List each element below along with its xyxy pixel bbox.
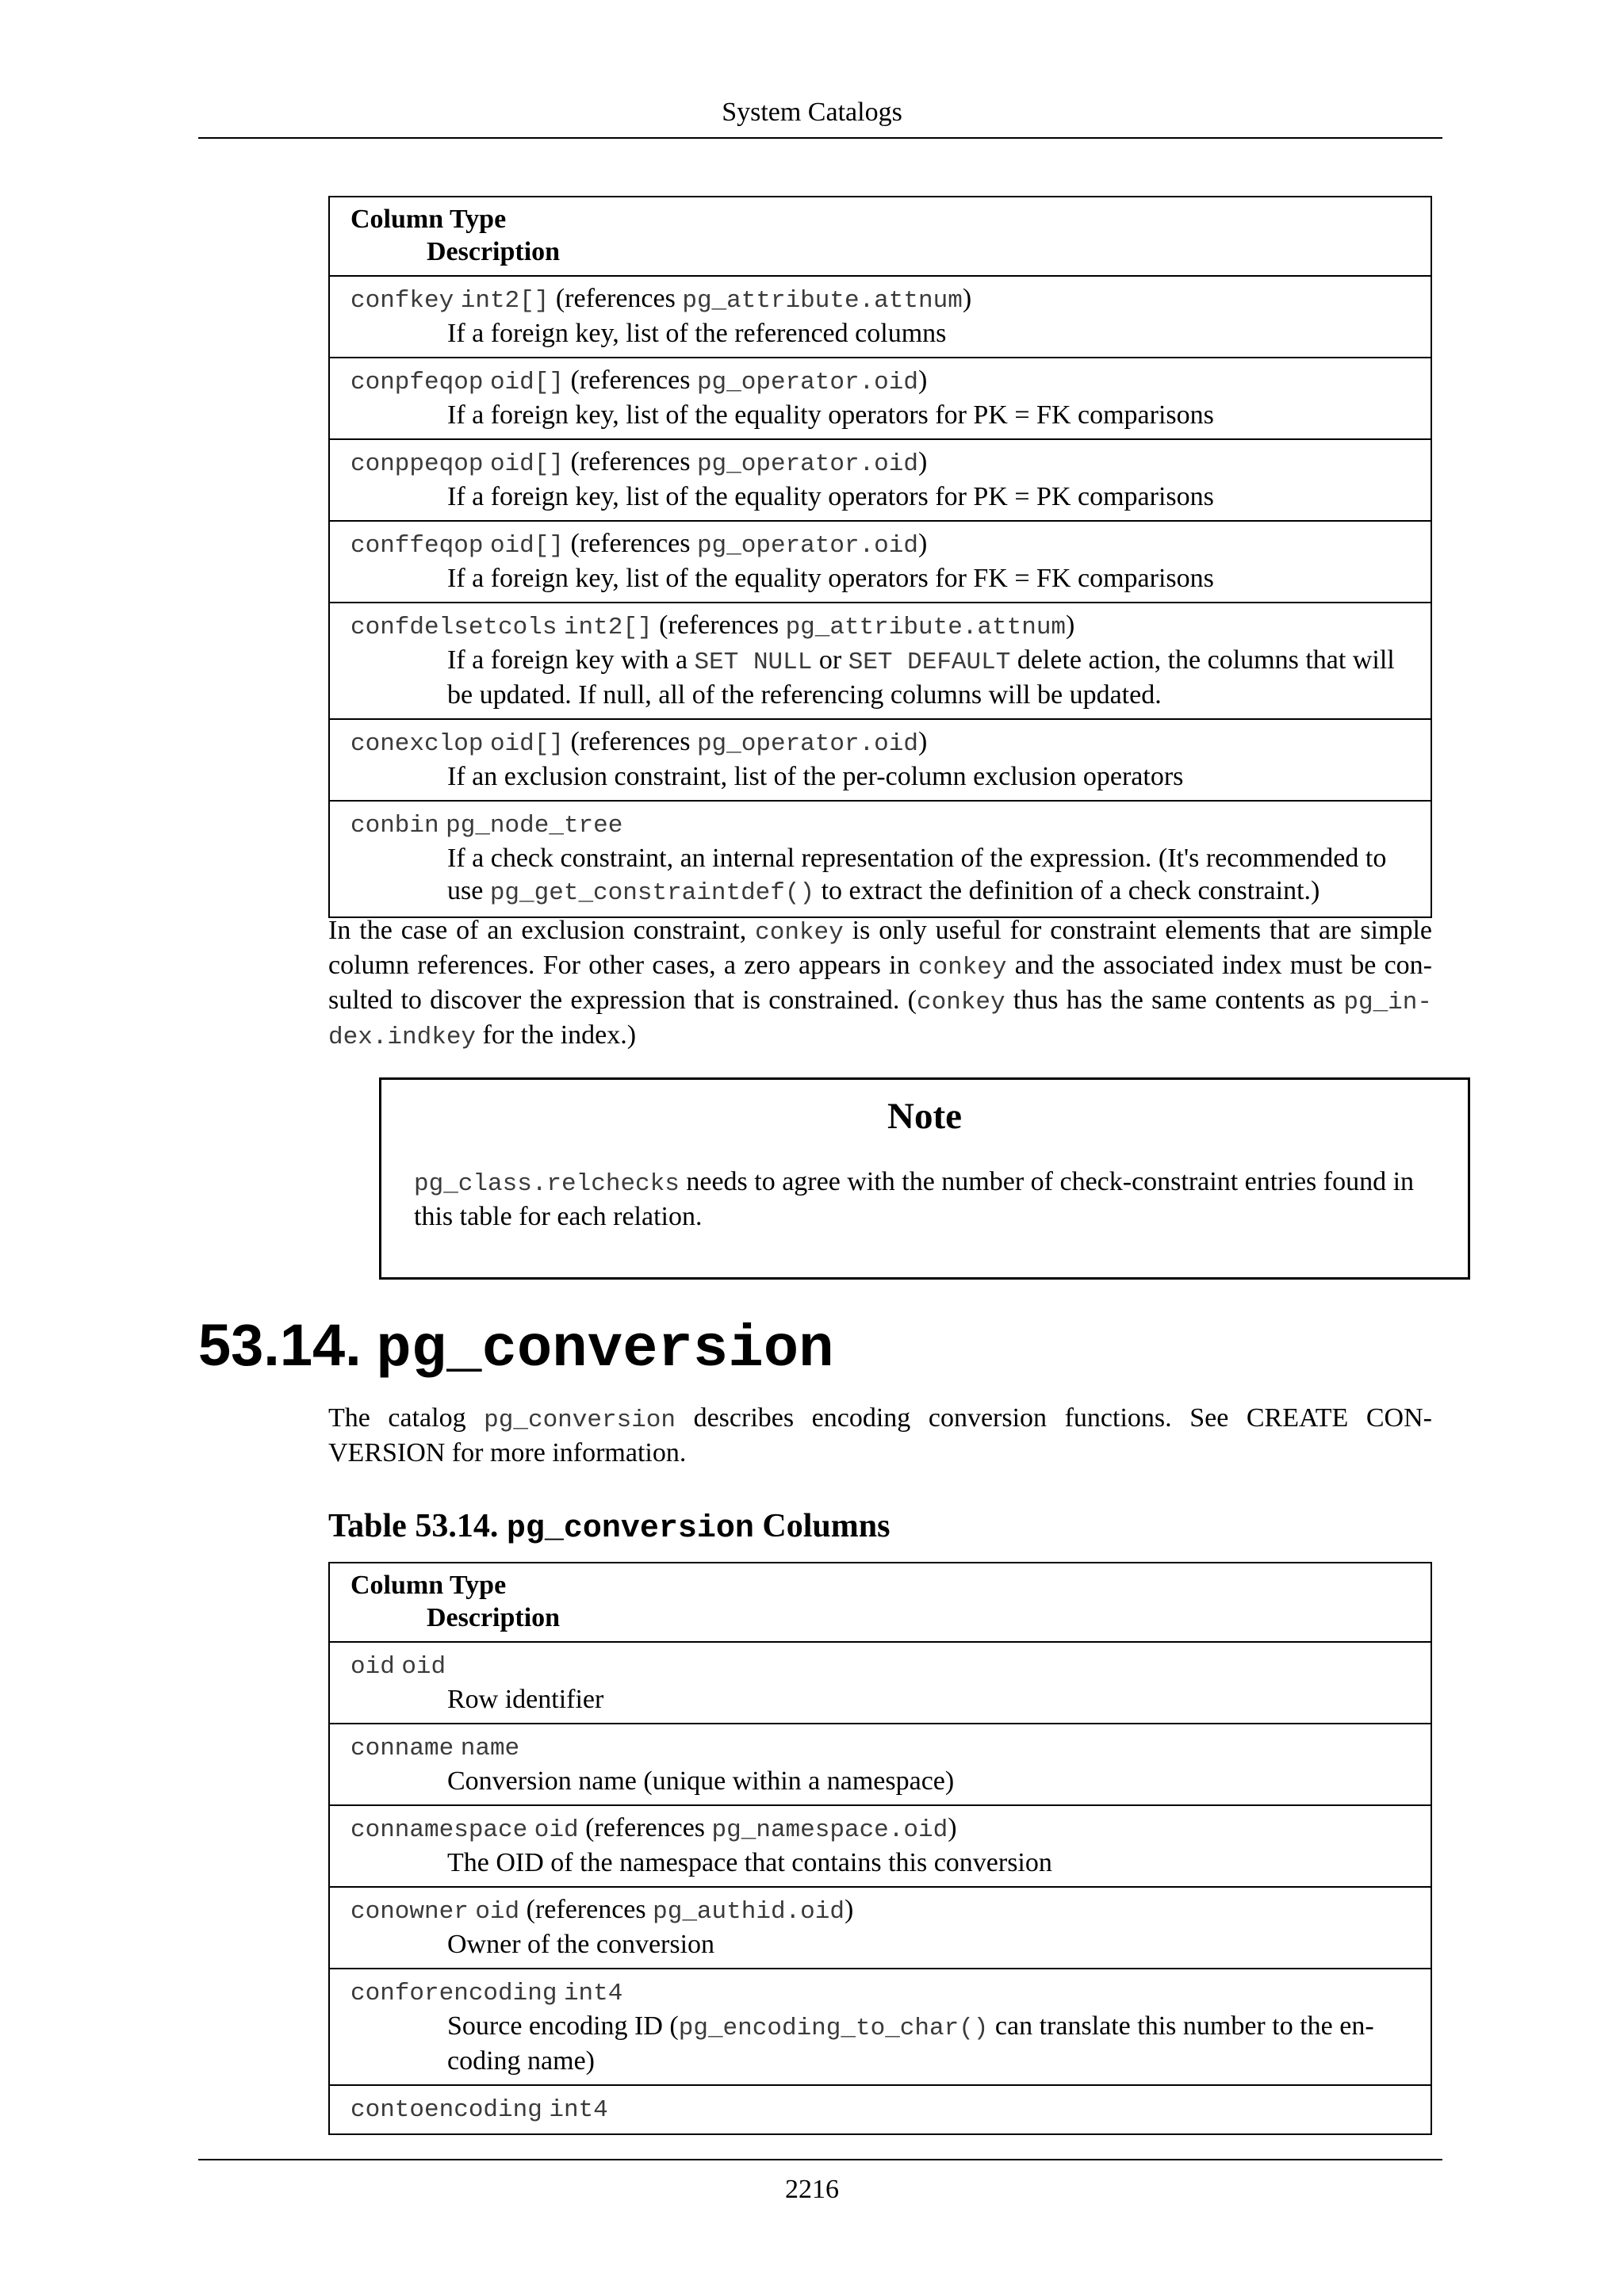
column-description <box>350 317 1411 350</box>
table-header-row <box>329 197 1431 276</box>
table-cell <box>329 603 1431 719</box>
column-description <box>350 1683 1411 1716</box>
references-target: pg_operator.oid <box>696 450 918 478</box>
code-fragment: SET NULL <box>694 649 813 676</box>
column-description <box>350 1846 1411 1879</box>
text-fragment: If a foreign key, list of the equality operators for FK = FK comparisons <box>447 564 1214 593</box>
table-row <box>329 276 1431 358</box>
column-signature <box>350 2091 1411 2126</box>
pg-conversion-columns-table <box>328 1562 1432 2135</box>
text-fragment: Conversion name (unique within a namespace) <box>447 1766 955 1796</box>
section-name: pg_conversion <box>376 1317 834 1383</box>
table-caption-name: pg_conversion <box>506 1511 754 1547</box>
table-cell <box>329 719 1431 801</box>
description-heading: Description <box>427 1603 561 1632</box>
table-row <box>329 1887 1431 1969</box>
column-type: oid[] <box>489 730 564 758</box>
column-signature <box>350 364 1411 399</box>
column-signature <box>350 807 1411 842</box>
references-close: ) <box>844 1895 854 1924</box>
table-row <box>329 801 1431 917</box>
text-fragment: thus has the same contents as <box>1005 985 1344 1015</box>
text-fragment: If a foreign key with a <box>447 645 695 675</box>
text-fragment: Source encoding ID ( <box>447 2011 679 2041</box>
column-signature <box>350 609 1411 644</box>
references-label: (references <box>563 529 697 558</box>
references-target: pg_attribute.attnum <box>682 287 963 315</box>
column-description <box>350 760 1411 793</box>
table-cell <box>329 1724 1431 1805</box>
column-signature <box>350 446 1411 480</box>
table-cell <box>329 1805 1431 1887</box>
references-target: pg_operator.oid <box>696 730 918 758</box>
column-name: confdelsetcols <box>350 614 557 641</box>
column-signature <box>350 527 1411 562</box>
text-fragment <box>483 529 490 558</box>
column-type: oid <box>534 1816 579 1844</box>
table-cell <box>329 1969 1431 2085</box>
text-fragment <box>454 284 461 313</box>
text-fragment: to extract the definition of a check constraint.) <box>814 876 1320 905</box>
code-fragment: pg_index.indkey <box>328 989 1432 1051</box>
text-fragment <box>557 610 564 640</box>
text-fragment: In the case of an exclusion constraint, <box>328 916 756 945</box>
column-type: int4 <box>549 2096 608 2124</box>
table-row <box>329 439 1431 521</box>
references-target: pg_namespace.oid <box>711 1816 948 1844</box>
column-name: conexclop <box>350 730 484 758</box>
table-row <box>329 603 1431 719</box>
text-fragment: If a foreign key, list of the equality operators for PK = FK comparisons <box>447 400 1214 430</box>
column-name: conppeqop <box>350 450 484 478</box>
note-box <box>379 1077 1470 1280</box>
references-close: ) <box>962 284 972 313</box>
text-fragment: If a check constraint, an internal representation of the expression. (It's recommended to use <box>447 844 1387 905</box>
column-description <box>350 2010 1411 2077</box>
references-target: pg_attribute.attnum <box>785 614 1067 641</box>
column-type: oid[] <box>489 532 564 560</box>
code-fragment: pg_class.relchecks <box>414 1170 680 1198</box>
column-description <box>350 1765 1411 1797</box>
column-name: conowner <box>350 1898 469 1926</box>
note-body <box>414 1165 1435 1233</box>
column-type: int2[] <box>563 614 653 641</box>
header-rule <box>198 137 1442 139</box>
page-number: 2216 <box>785 2175 839 2204</box>
column-type: oid <box>401 1653 446 1681</box>
running-header: System Catalogs <box>722 98 902 127</box>
column-type: oid[] <box>489 369 564 396</box>
table-row <box>329 1969 1431 2085</box>
column-name: connamespace <box>350 1816 528 1844</box>
table-row <box>329 521 1431 603</box>
code-fragment: SET DEFAULT <box>848 649 1011 676</box>
column-description <box>350 480 1411 513</box>
text-fragment: and the associated index must be consulted to discover the expression that is constrained. ( <box>328 951 1432 1015</box>
column-signature <box>350 1648 1411 1683</box>
table-caption <box>328 1506 890 1549</box>
table-cell <box>329 439 1431 521</box>
text-fragment: Row identifier <box>447 1685 604 1714</box>
column-type: int4 <box>563 1980 623 2007</box>
text-fragment: can translate this number to the encoding name) <box>447 2011 1374 2076</box>
column-signature <box>350 1730 1411 1765</box>
table-row <box>329 719 1431 801</box>
column-name: confkey <box>350 287 454 315</box>
table-cell <box>329 801 1431 917</box>
references-close: ) <box>917 365 928 395</box>
column-name: conbin <box>350 812 439 840</box>
column-signature <box>350 282 1411 317</box>
code-fragment: pg_get_constraintdef() <box>489 879 815 907</box>
table-row <box>329 1805 1431 1887</box>
text-fragment <box>454 1732 461 1761</box>
column-signature <box>350 1893 1411 1928</box>
text-fragment <box>483 447 490 476</box>
text-fragment: The OID of the namespace that contains this conversion <box>447 1848 1052 1877</box>
pg-conversion-intro-paragraph <box>328 1402 1432 1469</box>
references-close: ) <box>917 529 928 558</box>
code-fragment: conkey <box>755 919 844 947</box>
column-name: oid <box>350 1653 395 1681</box>
column-type: name <box>460 1735 520 1762</box>
text-fragment <box>439 809 446 838</box>
column-name: contoencoding <box>350 2096 542 2124</box>
text-fragment <box>483 727 490 756</box>
code-fragment: pg_conversion <box>484 1406 676 1434</box>
text-fragment: If a foreign key, list of the equality operators for PK = PK comparisons <box>447 482 1214 511</box>
references-close: ) <box>917 727 928 756</box>
column-type-heading: Column Type <box>350 205 507 234</box>
column-description <box>350 399 1411 431</box>
references-label: (references <box>563 727 697 756</box>
column-type: pg_node_tree <box>446 812 623 840</box>
text-fragment: Owner of the conversion <box>447 1930 715 1959</box>
table-cell <box>329 1887 1431 1969</box>
section-number: 53.14. <box>198 1312 362 1378</box>
column-signature <box>350 1975 1411 2010</box>
references-target: pg_operator.oid <box>696 369 918 396</box>
table-header-row <box>329 1563 1431 1642</box>
table-header-cell <box>329 1563 1431 1642</box>
references-label: (references <box>652 610 786 640</box>
footer-rule <box>198 2159 1442 2160</box>
references-target: pg_authid.oid <box>653 1898 845 1926</box>
references-label: (references <box>563 447 697 476</box>
text-fragment: If a foreign key, list of the referenced columns <box>447 319 947 348</box>
column-type-heading: Column Type <box>350 1571 507 1600</box>
column-name: conpfeqop <box>350 369 484 396</box>
text-fragment: for the index.) <box>476 1020 637 1050</box>
code-fragment: conkey <box>916 989 1005 1016</box>
text-fragment: is only useful for constraint elements that are simple column references. For other cases, a zero appears in <box>328 916 1432 980</box>
section-heading <box>198 1310 834 1386</box>
pg-constraint-columns-table <box>328 196 1432 918</box>
column-type: oid[] <box>489 450 564 478</box>
table-caption-suffix: Columns <box>753 1508 891 1544</box>
text-fragment: needs to agree with the number of check-constraint entries found in this table for each relation. <box>414 1167 1415 1231</box>
table-row <box>329 1724 1431 1805</box>
table-cell <box>329 521 1431 603</box>
text-fragment: The catalog <box>328 1403 485 1433</box>
references-close: ) <box>948 1813 957 1843</box>
references-label: (references <box>549 284 683 313</box>
column-signature <box>350 725 1411 760</box>
table-cell <box>329 358 1431 439</box>
references-target: pg_operator.oid <box>696 532 918 560</box>
column-name: conname <box>350 1735 454 1762</box>
column-description <box>350 1928 1411 1961</box>
column-description <box>350 562 1411 595</box>
text-fragment: describes encoding conversion functions. See CREATE CONVERSION for more information. <box>328 1403 1432 1468</box>
code-fragment: conkey <box>917 954 1007 982</box>
table-cell <box>329 2085 1431 2134</box>
text-fragment: If an exclusion constraint, list of the per-column exclusion operators <box>447 762 1184 791</box>
column-signature <box>350 1812 1411 1846</box>
table-caption-prefix: Table 53.14. <box>328 1508 507 1544</box>
text-fragment <box>483 365 490 395</box>
column-name: conffeqop <box>350 532 484 560</box>
column-name: conforencoding <box>350 1980 557 2007</box>
table-cell <box>329 1642 1431 1724</box>
table-row <box>329 1642 1431 1724</box>
description-heading: Description <box>427 237 561 266</box>
text-fragment: or <box>812 645 848 675</box>
exclusion-constraint-paragraph <box>328 914 1432 1054</box>
table-row <box>329 358 1431 439</box>
references-label: (references <box>519 1895 653 1924</box>
table-row <box>329 2085 1431 2134</box>
references-close: ) <box>1066 610 1075 640</box>
text-fragment <box>527 1813 534 1843</box>
references-close: ) <box>917 447 928 476</box>
references-label: (references <box>578 1813 712 1843</box>
references-label: (references <box>563 365 697 395</box>
text-fragment <box>557 1976 564 2006</box>
table-cell <box>329 276 1431 358</box>
column-description <box>350 842 1411 909</box>
text-fragment: delete action, the columns that will be updated. If null, all of the referencing columns will be updated. <box>447 645 1395 710</box>
note-title: Note <box>887 1096 962 1137</box>
column-type: int2[] <box>460 287 550 315</box>
code-fragment: pg_encoding_to_char() <box>678 2015 989 2042</box>
column-description <box>350 644 1411 711</box>
table-header-cell <box>329 197 1431 276</box>
column-type: oid <box>475 1898 520 1926</box>
